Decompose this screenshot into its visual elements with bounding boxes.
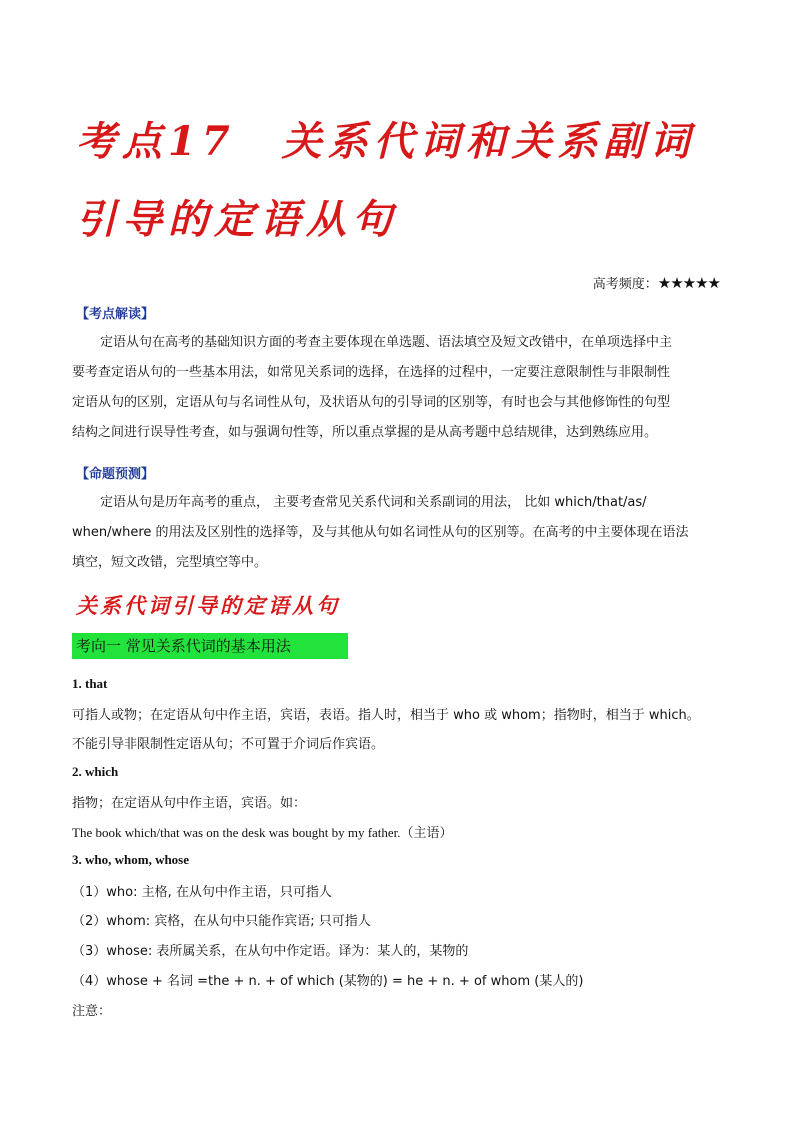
prediction-line: when/where 的用法及区别性的选择等，及与其他从句如名词性从句的区别等。在高考的中主要体现在语法 bbox=[72, 525, 689, 540]
item-that-line: 不能引导非限制性定语从句；不可置于介词后作宾语。 bbox=[72, 737, 385, 752]
page-title-line1: 考点17 关系代词和关系副词 bbox=[76, 118, 696, 165]
prediction-tag: 【命题预测】 bbox=[76, 467, 155, 482]
page-title-line2: 引导的定语从句 bbox=[76, 196, 398, 243]
prediction-paragraph bbox=[72, 488, 724, 578]
interpretation-paragraph bbox=[72, 328, 724, 448]
frequency-label: 高考频度： bbox=[592, 277, 658, 292]
item-who-heading: 3. who, whom, whose bbox=[72, 852, 190, 867]
subheading-highlight: 考向一 常见关系代词的基本用法 bbox=[72, 633, 348, 659]
section-title: 关系代词引导的定语从句 bbox=[76, 593, 340, 618]
interpretation-tag: 【考点解读】 bbox=[76, 307, 155, 322]
item-who-line: （3）whose: 表所属关系，在从句中作定语。译为：某人的，某物的 bbox=[72, 944, 469, 959]
item-that-heading: 1. that bbox=[72, 676, 108, 691]
interpretation-line: 定语从句的区别，定语从句与名词性从句，及状语从句的引导词的区别等，有时也会与其他修饰性的句型 bbox=[72, 395, 671, 410]
note-label: 注意： bbox=[72, 1004, 112, 1019]
prediction-line: 定语从句是历年高考的重点， 主要考查常见关系代词和关系副词的用法， 比如 which/that/as/ bbox=[100, 495, 647, 510]
prediction-line: 填空，短文改错，完型填空等中。 bbox=[72, 555, 268, 570]
item-which-heading: 2. which bbox=[72, 764, 119, 779]
item-that-line: 可指人或物；在定语从句中作主语，宾语，表语。指人时，相当于 who 或 whom；指物时，相当于 which。 bbox=[72, 708, 700, 723]
frequency-stars: ★★★★★ bbox=[657, 274, 720, 292]
item-who-line: （2）whom: 宾格，在从句中只能作宾语; 只可指人 bbox=[72, 914, 371, 929]
item-who-line: （1）who: 主格, 在从句中作主语，只可指人 bbox=[72, 885, 332, 900]
item-which-example: The book which/that was on the desk was bought by my father.（主语） bbox=[72, 825, 453, 840]
item-who-line: （4）whose + 名词 =the + n. + of which (某物的) = he + n. + of whom (某人的) bbox=[72, 974, 584, 989]
interpretation-line: 结构之间进行误导性考查，如与强调句性等，所以重点掌握的是从高考题中总结规律，达到熟练应用。 bbox=[72, 425, 658, 440]
exam-frequency bbox=[593, 273, 720, 292]
item-which-line: 指物；在定语从句中作主语，宾语。如： bbox=[72, 796, 307, 811]
interpretation-line: 定语从句在高考的基础知识方面的考查主要体现在单选题、语法填空及短文改错中，在单项选择中主 bbox=[100, 335, 673, 350]
interpretation-line: 要考查定语从句的一些基本用法，如常见关系词的选择，在选择的过程中，一定要注意限制性与非限制性 bbox=[72, 365, 671, 380]
